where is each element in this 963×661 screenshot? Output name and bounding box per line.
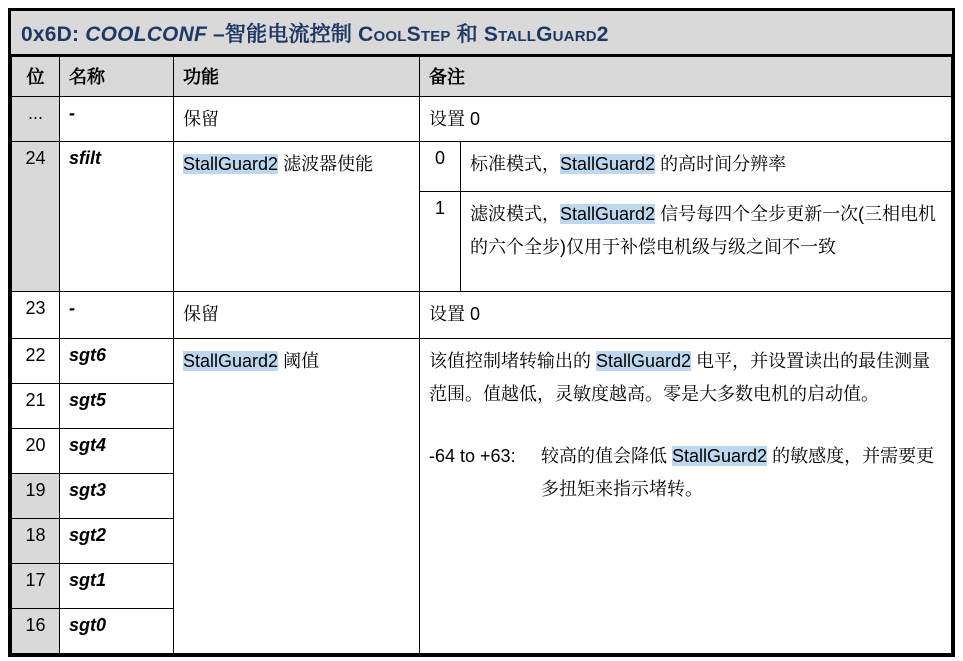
bit-cell: 19	[12, 474, 60, 519]
bit-cell: ...	[12, 97, 60, 142]
name-cell: sgt1	[60, 564, 174, 609]
function-cell: 保留	[174, 292, 420, 339]
range-label: -64 to +63:	[429, 446, 516, 467]
bit-cell: 23	[12, 292, 60, 339]
sgt-range-row	[429, 440, 942, 505]
stallguard-highlight: StallGuard2	[560, 204, 656, 225]
remark-cell: 设置 0	[420, 292, 952, 339]
register-address: 0x6D:	[21, 23, 86, 46]
sgt-remark-block	[429, 345, 942, 505]
row-reserved-high	[12, 97, 952, 142]
option-value-cell: 1	[420, 192, 461, 292]
range-desc: 较高的值会降低 StallGuard2 的敏感度，并需要更多扭矩来指示堵转。	[541, 446, 935, 499]
name-cell: sgt5	[60, 384, 174, 429]
stallguard-word: StallGuard2	[483, 23, 609, 46]
sgt-remark-intro: 该值控制堵转输出的 StallGuard2 电平，并设置读出的最佳测量范围。值越低，灵敏度越高。零是大多数电机的启动值。	[429, 351, 931, 404]
bit-cell: 21	[12, 384, 60, 429]
option-desc-cell: 标准模式，StallGuard2 的高时间分辨率	[461, 142, 952, 192]
bit-cell: 22	[12, 339, 60, 384]
name-cell: sgt3	[60, 474, 174, 519]
bit-cell: 16	[12, 609, 60, 654]
bit-cell: 18	[12, 519, 60, 564]
coolstep-word: CoolStep	[358, 23, 451, 46]
register-desc-cn: –智能电流控制	[207, 23, 359, 46]
bit-table	[11, 56, 952, 654]
col-header-remark: 备注	[420, 57, 952, 97]
option-value-cell: 0	[420, 142, 461, 192]
row-sfilt	[12, 142, 952, 192]
name-cell: sfilt	[60, 142, 174, 292]
function-cell: StallGuard2 滤波器使能	[174, 142, 420, 292]
stallguard-highlight: StallGuard2	[183, 154, 279, 175]
register-name: COOLCONF	[85, 23, 207, 46]
name-cell: sgt4	[60, 429, 174, 474]
stallguard-highlight: StallGuard2	[596, 351, 692, 372]
bit-cell: 20	[12, 429, 60, 474]
remark-cell: 设置 0	[420, 97, 952, 142]
name-cell: sgt0	[60, 609, 174, 654]
function-cell: StallGuard2 阈值	[174, 339, 420, 654]
option-desc-cell: 滤波模式，StallGuard2 信号每四个全步更新一次(三相电机的六个全步)仅用于补偿电机级与级之间不一致	[461, 192, 952, 292]
conjunction: 和	[450, 23, 484, 46]
col-header-bit: 位	[12, 57, 60, 97]
stallguard-highlight: StallGuard2	[672, 446, 768, 467]
function-cell: 保留	[174, 97, 420, 142]
row-reserved-23	[12, 292, 952, 339]
register-description-table	[8, 8, 955, 657]
row-sgt6	[12, 339, 952, 384]
remark-cell	[420, 339, 952, 654]
col-header-name: 名称	[60, 57, 174, 97]
stallguard-highlight: StallGuard2	[560, 154, 656, 175]
col-header-function: 功能	[174, 57, 420, 97]
register-title-bar	[11, 11, 952, 56]
table-header-row	[12, 57, 952, 97]
name-cell: sgt2	[60, 519, 174, 564]
bit-cell: 24	[12, 142, 60, 292]
name-cell: -	[60, 292, 174, 339]
bit-cell: 17	[12, 564, 60, 609]
stallguard-highlight: StallGuard2	[183, 351, 279, 372]
name-cell: -	[60, 97, 174, 142]
name-cell: sgt6	[60, 339, 174, 384]
